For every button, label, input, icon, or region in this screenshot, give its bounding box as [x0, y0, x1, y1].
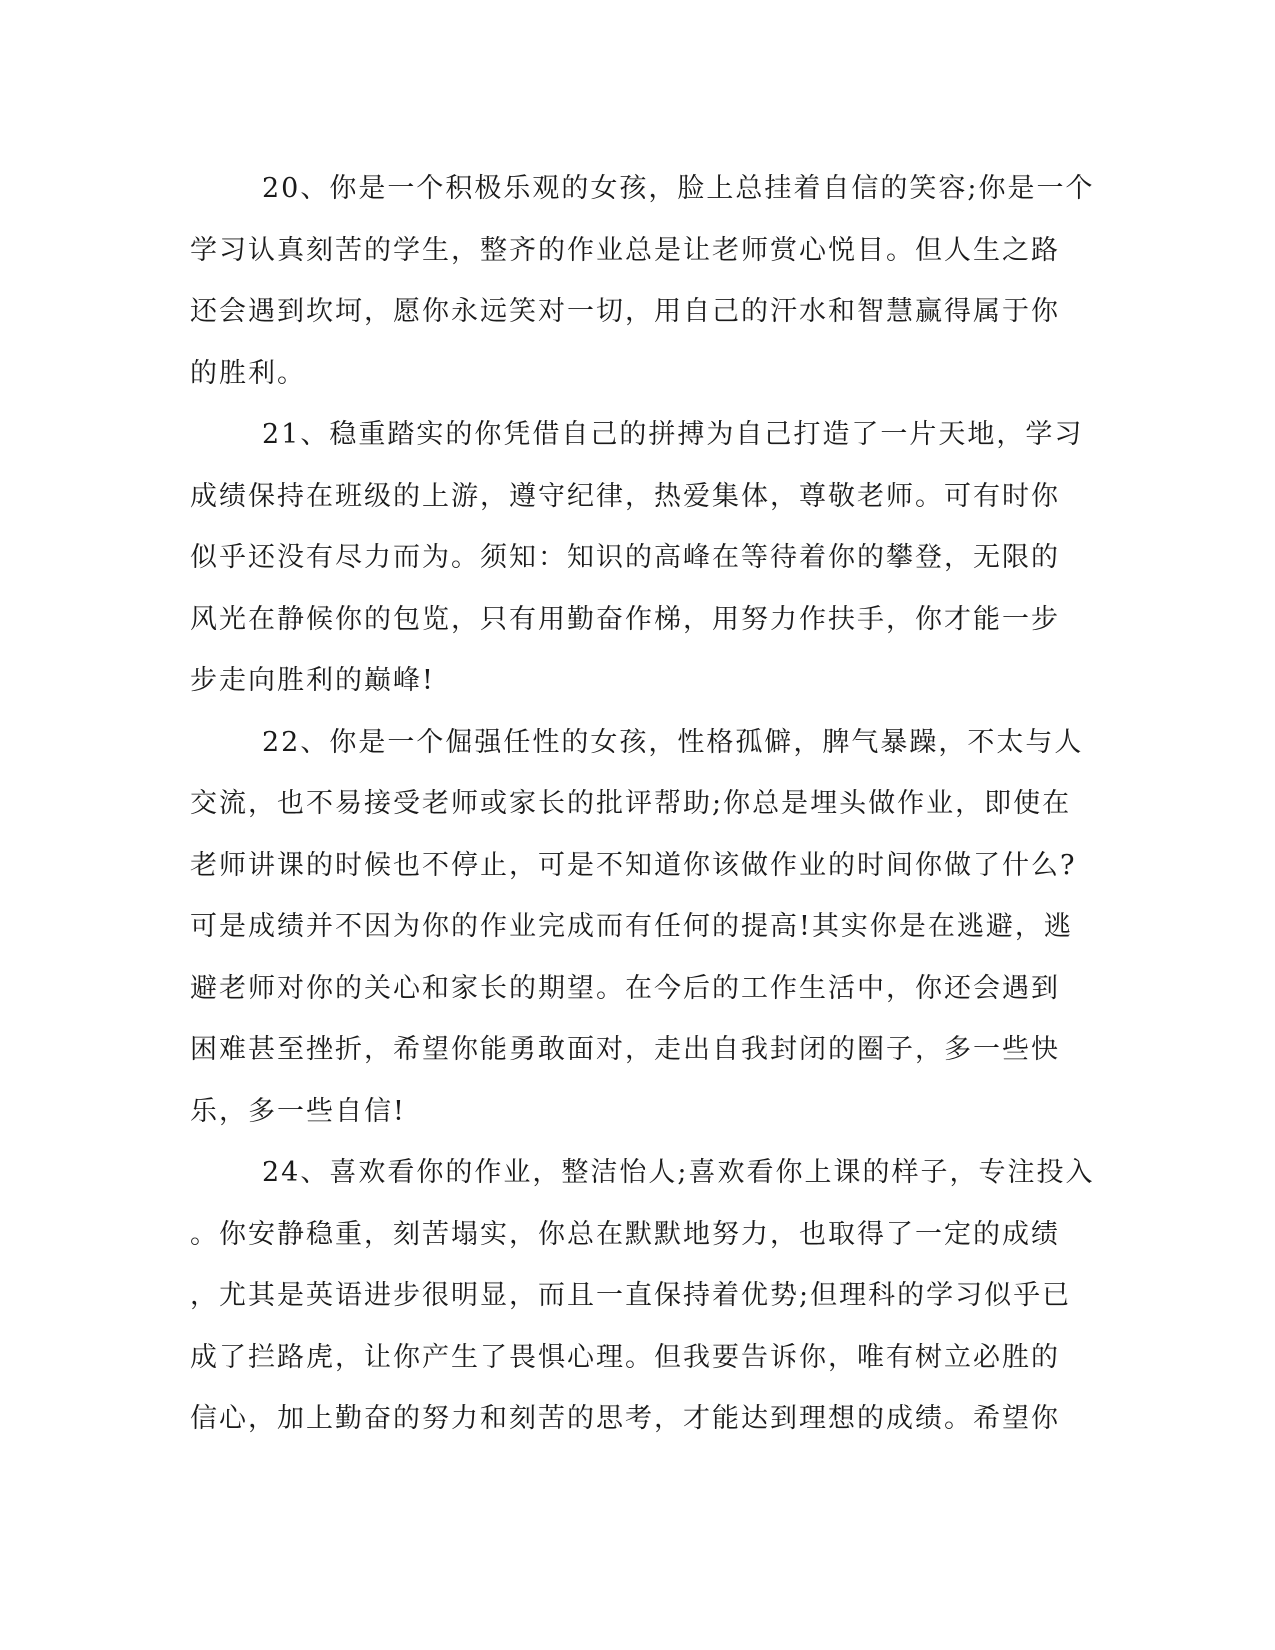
text-line: 似乎还没有尽力而为。须知：知识的高峰在等待着你的攀登，无限的: [190, 542, 1060, 573]
text-line: 的胜利。: [190, 357, 306, 389]
text-line: 20、你是一个积极乐观的女孩，脸上总挂着自信的笑容;你是一个: [262, 173, 1095, 204]
paragraph-24: [190, 1142, 1095, 1450]
text-line: 24、喜欢看你的作业，整洁怡人;喜欢看你上课的样子，专注投入: [262, 1157, 1095, 1188]
paragraph-20: [190, 158, 1095, 404]
text-line: 学习认真刻苦的学生，整齐的作业总是让老师赏心悦目。但人生之路: [190, 234, 1060, 266]
text-line: 21、稳重踏实的你凭借自己的拼搏为自己打造了一片天地，学习: [262, 419, 1084, 450]
text-line: 成了拦路虎，让你产生了畏惧心理。但我要告诉你，唯有树立必胜的: [190, 1341, 1060, 1373]
paragraph-21: [190, 404, 1085, 712]
text-line: 还会遇到坎坷，愿你永远笑对一切，用自己的汗水和智慧赢得属于你: [190, 296, 1060, 327]
text-line: 步走向胜利的巅峰!: [190, 665, 435, 696]
text-line: 可是成绩并不因为你的作业完成而有任何的提高!其实你是在逃避，逃: [190, 911, 1073, 942]
text-line: ，尤其是英语进步很明显，而且一直保持着优势;但理科的学习似乎已: [190, 1280, 1072, 1311]
text-line: 。你安静稳重，刻苦塌实，你总在默默地努力，也取得了一定的成绩: [190, 1218, 1060, 1250]
document-body: [190, 158, 1095, 1450]
text-line: 成绩保持在班级的上游，遵守纪律，热爱集体，尊敬老师。可有时你: [190, 480, 1060, 512]
text-line: 乐，多一些自信!: [190, 1095, 406, 1127]
paragraph-22: [190, 712, 1085, 1143]
text-line: 信心，加上勤奋的努力和刻苦的思考，才能达到理想的成绩。希望你: [190, 1403, 1060, 1434]
text-line: 风光在静候你的包览，只有用勤奋作梯，用努力作扶手，你才能一步: [190, 603, 1060, 635]
text-line: 困难甚至挫折，希望你能勇敢面对，走出自我封闭的圈子，多一些快: [190, 1034, 1060, 1065]
text-line: 交流，也不易接受老师或家长的批评帮助;你总是埋头做作业，即使在: [190, 788, 1072, 819]
text-line: 老师讲课的时候也不停止，可是不知道你该做作业的时间你做了什么?: [190, 849, 1077, 881]
text-line: 22、你是一个倔强任性的女孩，性格孤僻，脾气暴躁，不太与人: [262, 726, 1084, 758]
text-line: 避老师对你的关心和家长的期望。在今后的工作生活中，你还会遇到: [190, 972, 1060, 1004]
